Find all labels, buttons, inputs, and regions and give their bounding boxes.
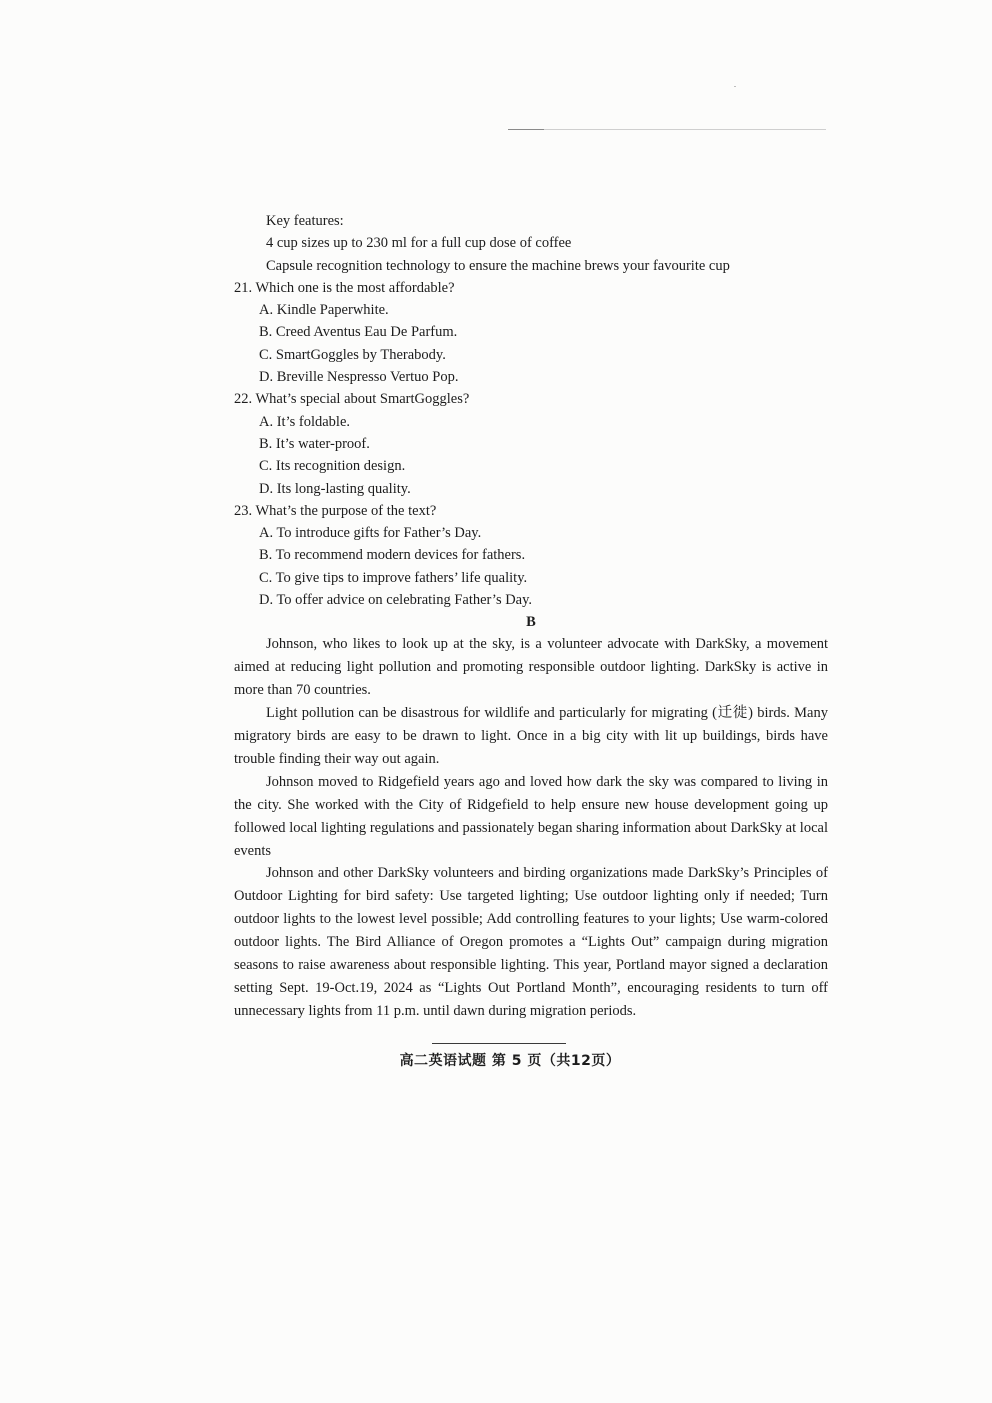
answer-option: C. To give tips to improve fathers’ life quality. xyxy=(259,569,528,586)
key-features-block xyxy=(234,210,828,277)
question-23 xyxy=(234,500,828,611)
footer-rule xyxy=(432,1043,566,1044)
answer-option: D. To offer advice on celebrating Father’s Day. xyxy=(259,592,533,609)
answer-option: A. To introduce gifts for Father’s Day. xyxy=(259,525,482,542)
scan-speck xyxy=(734,86,736,87)
key-feature-item: Capsule recognition technology to ensure the machine brews your favourite cup xyxy=(266,257,730,274)
question-stem: 23. What’s the purpose of the text? xyxy=(234,502,437,519)
passage-b xyxy=(234,633,828,1022)
question-21 xyxy=(234,277,828,388)
passage-paragraph: Johnson moved to Ridgefield years ago and loved how dark the sky was compared to living in the city. She worked with the City of Ridgefield to help ensure new house development going up followed local lighting regulations and passionately began sharing information about DarkSky at local events xyxy=(234,773,828,859)
answer-option: D. Breville Nespresso Vertuo Pop. xyxy=(259,369,459,386)
key-features-heading: Key features: xyxy=(266,213,344,229)
answer-option: A. It’s foldable. xyxy=(259,413,351,430)
answer-option: D. Its long-lasting quality. xyxy=(259,480,411,497)
question-22 xyxy=(234,388,828,499)
key-feature-item: 4 cup sizes up to 230 ml for a full cup dose of coffee xyxy=(266,235,572,252)
passage-paragraph: Johnson, who likes to look up at the sky, is a volunteer advocate with DarkSky, a movement aimed at reducing light pollution and promoting responsible outdoor lighting. DarkSky is active in more than 70 countries. xyxy=(234,636,828,699)
answer-option: A. Kindle Paperwhite. xyxy=(259,302,389,319)
answer-option: B. Creed Aventus Eau De Parfum. xyxy=(259,324,458,341)
page-content xyxy=(234,210,828,1023)
page-footer: 高二英语试题 第 5 页（共12页） xyxy=(399,1053,621,1069)
answer-option: C. Its recognition design. xyxy=(259,458,406,475)
answer-option: B. To recommend modern devices for fathers. xyxy=(259,547,526,564)
answer-option: B. It’s water-proof. xyxy=(259,435,370,452)
question-stem: 22. What’s special about SmartGoggles? xyxy=(234,391,470,408)
section-heading: B xyxy=(526,614,536,631)
header-rule xyxy=(508,129,826,130)
answer-option: C. SmartGoggles by Therabody. xyxy=(259,346,446,363)
question-stem: 21. Which one is the most affordable? xyxy=(234,279,455,296)
passage-paragraph: Light pollution can be disastrous for wildlife and particularly for migrating (迁徙) birds. Many migratory birds are easy to be drawn to light. Once in a big city with lit up buildings, birds have trouble finding their way out again. xyxy=(234,705,828,767)
passage-paragraph: Johnson and other DarkSky volunteers and birding organizations made DarkSky’s Principles of Outdoor Lighting for bird safety: Use targeted lighting; Use outdoor lighting only if needed; Turn outdoor lights to the lowest level possible; Add controlling features to your lights; Use warm-colored outdoor lights. The Bird Alliance of Oregon promotes a “Lights Out” campaign during migration seasons to raise awareness about responsible lighting. This year, Portland mayor signed a declaration setting Sept. 19-Oct.19, 2024 as “Lights Out Portland Month”, encouraging residents to turn off unnecessary lights from 11 p.m. until dawn during migration periods. xyxy=(234,865,828,1019)
